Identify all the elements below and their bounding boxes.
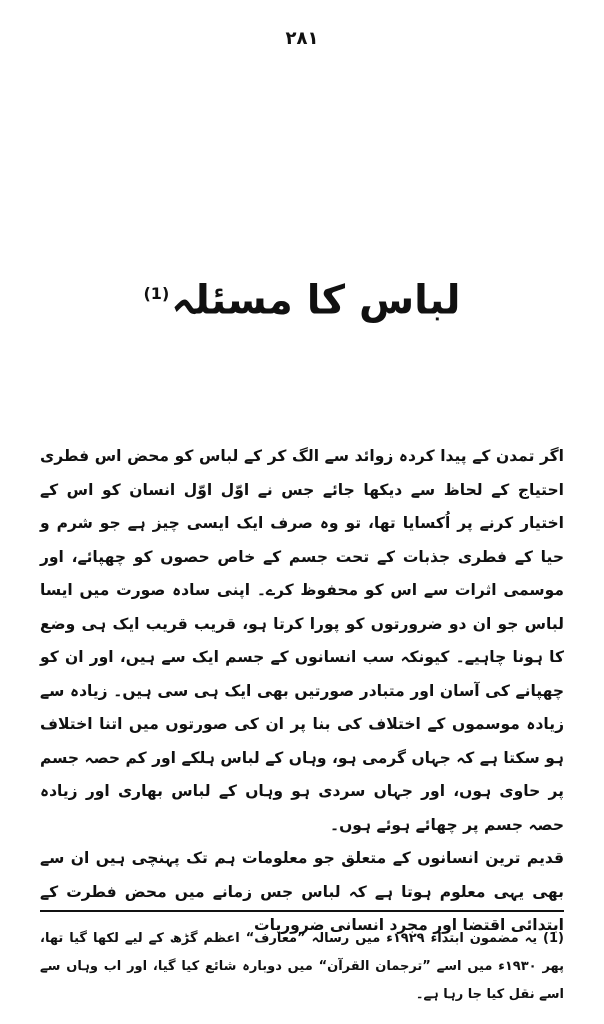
paragraph: قدیم ترین انسانوں کے متعلق جو معلومات ہم تک پہنچی ہیں ان سے بھی یہی معلوم ہوتا ہے کہ لباس جس زمانے میں محض فطرت کے ابتدائی اقتضا اور مجرد انسانی ضروریات — [40, 849, 564, 934]
chapter-title-text: لباس کا مسئلہ — [171, 277, 461, 324]
footnote — [40, 925, 564, 1009]
body-text — [40, 440, 564, 943]
footnote-divider — [40, 910, 564, 912]
footnote-reference-marker: (1) — [143, 284, 170, 303]
paragraph: اگر تمدن کے پیدا کردہ زوائد سے الگ کر کے لباس کو محض اس فطری احتیاج کے لحاظ سے دیکھا جائے جس نے اوّل اوّل انسان کو اس کے اختیار کرنے پر اُکسایا تھا، تو وہ صرف ایک ایسی چیز ہے جو شرم و حیا کے فطری جذبات کے تحت جسم کے خاص حصوں کو چھپائے، اور موسمی اثرات سے اس کو محفوظ کرے۔ اپنی سادہ صورت میں ایسا لباس جو ان دو ضرورتوں کو پورا کرتا ہو، قریب قریب ایک ہی وضع کا ہونا چاہیے۔ کیونکہ سب انسانوں کے جسم ایک سے ہیں، اور ان کو چھپانے کی آسان اور متبادر صورتیں بھی ایک ہی سی ہیں۔ زیادہ سے زیادہ موسموں کے اختلاف کی بنا پر ان کی صورتوں میں اتنا اختلاف ہو سکتا ہے کہ جہاں گرمی ہو، وہاں کے لباس ہلکے اور کم حصہ جسم پر حاوی ہوں، اور جہاں سردی ہو وہاں کے لباس بھاری اور زیادہ حصہ جسم پر چھائے ہوئے ہوں۔ — [40, 447, 564, 834]
page-number: ۲۸۱ — [285, 28, 319, 49]
chapter-title — [0, 268, 604, 326]
footnote-text: (1) یہ مضمون ابتداء ۱۹۲۹ء میں رسالہ ”معارف“ اعظم گڑھ کے لیے لکھا گیا تھا، پھر ۱۹۳۰ء میں اسے ”ترجمان القرآن“ میں دوبارہ شائع کیا گیا، اور اب وہاں سے اسے نقل کیا جا رہا ہے۔ — [40, 931, 564, 1002]
